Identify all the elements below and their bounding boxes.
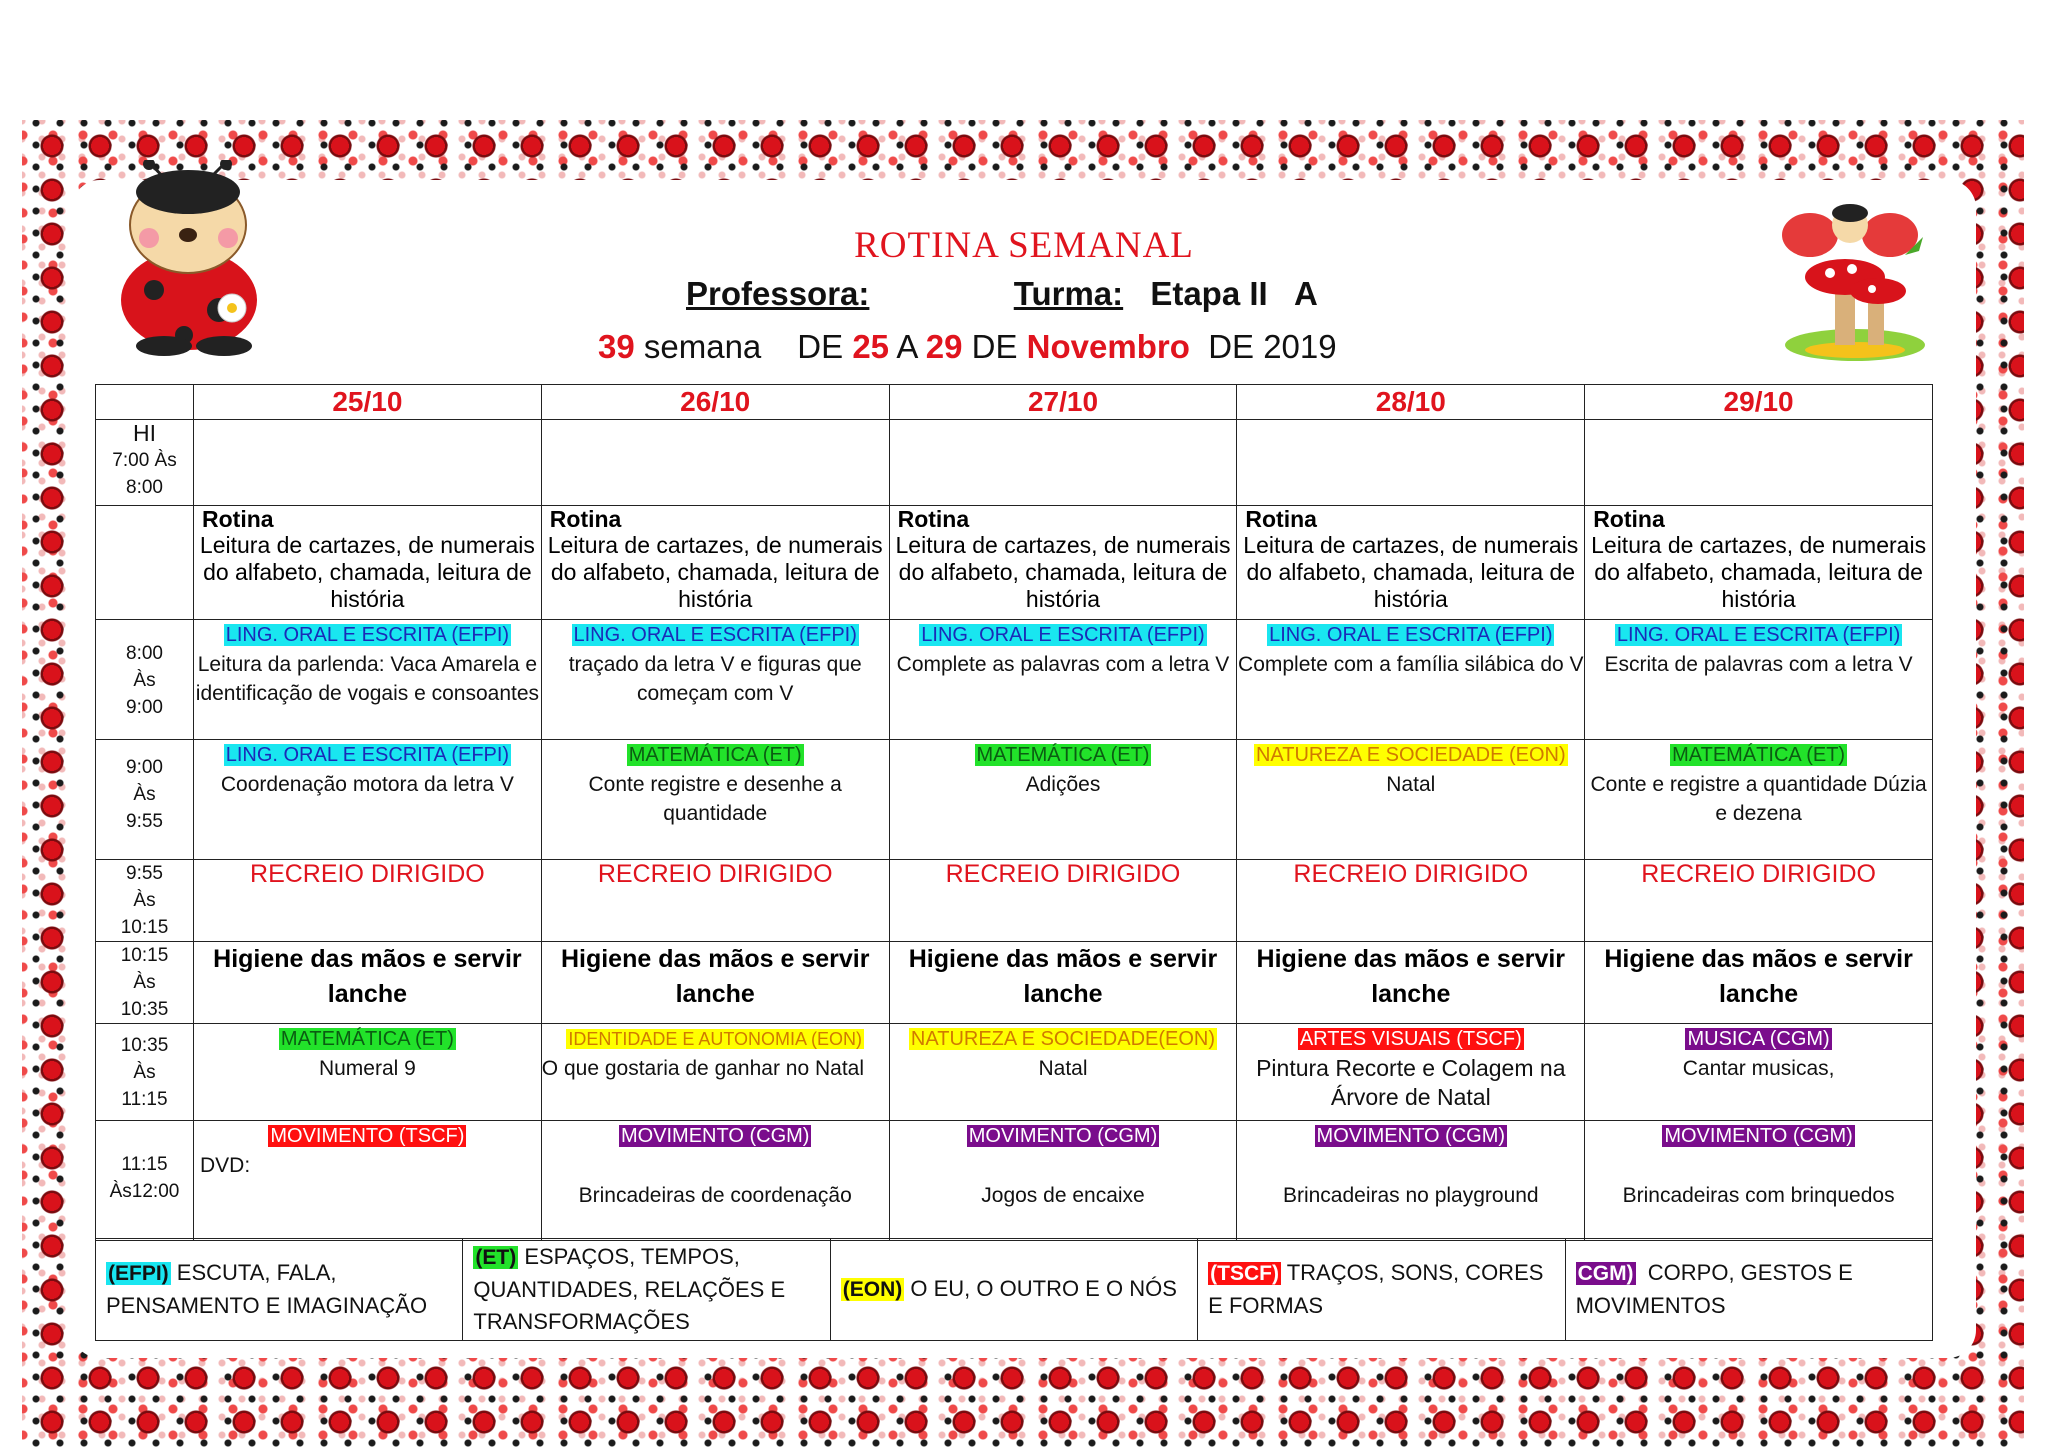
page-title: ROTINA SEMANAL bbox=[854, 225, 1194, 266]
lanche-cell: Higiene das mãos e servir lanche bbox=[889, 942, 1237, 1024]
time-line: Às12:00 bbox=[109, 1181, 180, 1202]
legend-text: ESCUTA, FALA, PENSAMENTO E IMAGINAÇÃO bbox=[106, 1260, 428, 1318]
activity-cell bbox=[1237, 1121, 1585, 1241]
time-line: 10:15 bbox=[120, 917, 169, 938]
subtitle bbox=[686, 275, 1336, 313]
rotina-cell bbox=[541, 506, 889, 620]
activity-text: Conte registre e desenhe a quantidade bbox=[588, 773, 842, 825]
subject-tag: NATUREZA E SOCIEDADE(EON) bbox=[910, 1028, 1216, 1050]
rotina-heading: Rotina bbox=[1593, 506, 1665, 532]
legend-table bbox=[95, 1238, 1933, 1341]
month: Novembro bbox=[1026, 328, 1190, 365]
day-header: 25/10 bbox=[194, 385, 542, 420]
week-number: 39 bbox=[598, 328, 635, 365]
subject-tag: MATEMÁTICA (ET) bbox=[280, 1028, 454, 1050]
subject-tag: IDENTIDADE E AUTONOMIA (EON) bbox=[568, 1029, 863, 1049]
activity-text: Brincadeiras de coordenação bbox=[578, 1184, 852, 1207]
subject-tag: LING. ORAL E ESCRITA (EFPI) bbox=[1616, 624, 1901, 646]
day-end: 29 bbox=[925, 328, 963, 365]
subject-tag: MOVIMENTO (CGM) bbox=[620, 1125, 810, 1147]
mushroom-ladybug-illustration bbox=[1780, 195, 1930, 365]
subject-tag: NATUREZA E SOCIEDADE (EON) bbox=[1255, 744, 1566, 766]
rotina-cell bbox=[194, 506, 542, 620]
time-line: 11:15 bbox=[121, 1089, 168, 1110]
activity-text: DVD: bbox=[200, 1154, 251, 1177]
turma-value: Etapa II A bbox=[1150, 275, 1318, 312]
time-cell bbox=[96, 1121, 194, 1241]
row-lanche bbox=[96, 942, 1933, 1024]
subject-tag: LING. ORAL E ESCRITA (EFPI) bbox=[225, 624, 510, 646]
lanche-cell: Higiene das mãos e servir lanche bbox=[1237, 942, 1585, 1024]
subject-tag: ARTES VISUAIS (TSCF) bbox=[1299, 1028, 1522, 1050]
row-rotina bbox=[96, 506, 1933, 620]
activity-cell bbox=[1237, 1024, 1585, 1121]
rotina-heading: Rotina bbox=[202, 506, 274, 532]
lanche-cell: Higiene das mãos e servir lanche bbox=[194, 942, 542, 1024]
recreio-cell: RECREIO DIRIGIDO bbox=[1585, 860, 1933, 942]
rotina-text: Leitura de cartazes, de numerais do alfabeto, chamada, leitura de história bbox=[547, 532, 883, 612]
activity-text: Pintura Recorte e Colagem na Árvore de Natal bbox=[1256, 1055, 1566, 1110]
time-line: 8:00 bbox=[126, 477, 163, 498]
row-8-9 bbox=[96, 620, 1933, 740]
time-cell bbox=[96, 740, 194, 860]
activity-text: Brincadeiras no playground bbox=[1282, 1184, 1539, 1207]
rotina-text: Leitura de cartazes, de numerais do alfabeto, chamada, leitura de história bbox=[199, 532, 535, 612]
subject-tag: LING. ORAL E ESCRITA (EFPI) bbox=[1269, 624, 1553, 646]
activity-cell bbox=[194, 1121, 542, 1241]
legend-efpi bbox=[96, 1239, 463, 1341]
time-line: 7:00 Às bbox=[112, 450, 177, 471]
recreio-cell: RECREIO DIRIGIDO bbox=[194, 860, 542, 942]
time-line: 11:15 bbox=[121, 1154, 168, 1175]
activity-text: Leitura da parlenda: Vaca Amarela e identificação de vogais e consoantes bbox=[195, 653, 540, 705]
time-line: 9:55 bbox=[126, 811, 163, 832]
corner-cell bbox=[96, 385, 194, 420]
subject-tag: MATEMÁTICA (ET) bbox=[628, 744, 802, 766]
activity-text: Jogos de encaixe bbox=[981, 1184, 1145, 1207]
day-header: 26/10 bbox=[541, 385, 889, 420]
time-line: 9:55 bbox=[126, 863, 163, 884]
legend-et bbox=[463, 1239, 830, 1341]
activity-text: Natal bbox=[1386, 773, 1436, 796]
activity-cell bbox=[1585, 620, 1933, 740]
activity-text: traçado da letra V e figuras que começam com V bbox=[568, 653, 862, 705]
time-line: Às bbox=[133, 972, 156, 993]
subject-tag: LING. ORAL E ESCRITA (EFPI) bbox=[573, 624, 857, 646]
subject-tag: MATEMÁTICA (ET) bbox=[976, 744, 1150, 766]
time-line: Às bbox=[133, 784, 156, 805]
row-hi bbox=[96, 420, 1933, 506]
week-word: semana bbox=[634, 328, 762, 365]
activity-cell bbox=[1585, 740, 1933, 860]
professora-label: Professora: bbox=[686, 275, 870, 312]
rotina-text: Leitura de cartazes, de numerais do alfabeto, chamada, leitura de história bbox=[895, 532, 1231, 612]
time-cell bbox=[96, 620, 194, 740]
time-line: 9:00 bbox=[126, 757, 163, 778]
rotina-heading: Rotina bbox=[897, 506, 970, 532]
lanche-cell: Higiene das mãos e servir lanche bbox=[1585, 942, 1933, 1024]
recreio-cell: RECREIO DIRIGIDO bbox=[889, 860, 1237, 942]
de1: DE bbox=[797, 328, 853, 365]
activity-cell bbox=[541, 620, 889, 740]
empty-cell bbox=[541, 420, 889, 506]
activity-text: Natal bbox=[1038, 1057, 1088, 1080]
rotina-text: Leitura de cartazes, de numerais do alfabeto, chamada, leitura de história bbox=[1243, 532, 1579, 612]
subject-tag: MATEMÁTICA (ET) bbox=[1672, 744, 1846, 766]
activity-text: Complete as palavras com a letra V bbox=[896, 653, 1230, 676]
day-header: 29/10 bbox=[1585, 385, 1933, 420]
legend-text: ESPAÇOS, TEMPOS, QUANTIDADES, RELAÇÕES E TRANSFORMAÇÕES bbox=[473, 1244, 786, 1334]
activity-text: Cantar musicas, bbox=[1682, 1057, 1835, 1080]
row-1035 bbox=[96, 1024, 1933, 1121]
legend-text: TRAÇOS, SONS, CORES E FORMAS bbox=[1208, 1260, 1544, 1318]
subject-tag: LING. ORAL E ESCRITA (EFPI) bbox=[921, 624, 1205, 646]
time-line: 10:35 bbox=[120, 1035, 169, 1056]
activity-text: Complete com a família silábica do V bbox=[1238, 653, 1584, 676]
day-header: 27/10 bbox=[889, 385, 1237, 420]
week-line bbox=[598, 328, 1337, 366]
day-header: 28/10 bbox=[1237, 385, 1585, 420]
activity-cell bbox=[541, 1121, 889, 1241]
activity-text: Coordenação motora da letra V bbox=[220, 773, 514, 796]
activity-cell bbox=[194, 1024, 542, 1121]
activity-text: Numeral 9 bbox=[318, 1057, 416, 1080]
rotina-heading: Rotina bbox=[1245, 506, 1317, 532]
rotina-cell bbox=[1585, 506, 1933, 620]
legend-code: (EFPI) bbox=[108, 1262, 169, 1285]
recreio-cell: RECREIO DIRIGIDO bbox=[541, 860, 889, 942]
day-start: 25 bbox=[852, 328, 890, 365]
activity-cell bbox=[1585, 1024, 1933, 1121]
time-cell bbox=[96, 942, 194, 1024]
legend-cgm bbox=[1565, 1239, 1932, 1341]
legend-eon bbox=[830, 1239, 1197, 1341]
legend-text: CORPO, GESTOS E MOVIMENTOS bbox=[1575, 1260, 1859, 1318]
activity-cell bbox=[1237, 740, 1585, 860]
activity-text: Brincadeiras com brinquedos bbox=[1622, 1184, 1895, 1207]
legend-tscf bbox=[1198, 1239, 1565, 1341]
rotina-heading: Rotina bbox=[549, 506, 622, 532]
subject-tag: MOVIMENTO (CGM) bbox=[968, 1125, 1158, 1147]
activity-text: Adições bbox=[1025, 773, 1101, 796]
time-cell bbox=[96, 1024, 194, 1121]
activity-text: Conte e registre a quantidade Dúzia e dezena bbox=[1590, 773, 1927, 825]
activity-cell bbox=[194, 740, 542, 860]
de2: DE bbox=[962, 328, 1027, 365]
empty-cell bbox=[194, 420, 542, 506]
lanche-cell: Higiene das mãos e servir lanche bbox=[541, 942, 889, 1024]
activity-text: O que gostaria de ganhar no Natal bbox=[541, 1057, 865, 1080]
activity-cell bbox=[1585, 1121, 1933, 1241]
legend-code: (EON) bbox=[842, 1278, 903, 1301]
time-line: Às bbox=[133, 1062, 156, 1083]
activity-text: Escrita de palavras com a letra V bbox=[1604, 653, 1913, 676]
legend-code: (TSCF) bbox=[1210, 1262, 1279, 1285]
empty-cell bbox=[889, 420, 1237, 506]
subject-tag: MOVIMENTO (CGM) bbox=[1664, 1125, 1853, 1147]
de3: DE 2019 bbox=[1189, 328, 1337, 365]
activity-cell bbox=[541, 1024, 889, 1121]
legend-text: O EU, O OUTRO E O NÓS bbox=[904, 1276, 1177, 1301]
subject-tag: MOVIMENTO (CGM) bbox=[1316, 1125, 1506, 1147]
subject-tag: LING. ORAL E ESCRITA (EFPI) bbox=[225, 744, 510, 766]
activity-cell bbox=[889, 1024, 1237, 1121]
subject-tag: MOVIMENTO (TSCF) bbox=[270, 1125, 465, 1147]
legend-code: CGM) bbox=[1577, 1262, 1634, 1285]
empty-cell bbox=[1585, 420, 1933, 506]
subject-tag: MUSICA (CGM) bbox=[1687, 1028, 1830, 1050]
schedule-table bbox=[95, 384, 1933, 1241]
rotina-cell bbox=[889, 506, 1237, 620]
time-line: 10:15 bbox=[120, 945, 169, 966]
activity-cell bbox=[194, 620, 542, 740]
time-line: Às bbox=[133, 890, 156, 911]
activity-cell bbox=[541, 740, 889, 860]
a-word: A bbox=[889, 328, 926, 365]
row-9-955 bbox=[96, 740, 1933, 860]
legend-code: (ET) bbox=[475, 1246, 517, 1269]
row-1115 bbox=[96, 1121, 1933, 1241]
empty-cell bbox=[1237, 420, 1585, 506]
activity-cell bbox=[889, 740, 1237, 860]
time-line: 8:00 bbox=[126, 643, 163, 664]
time-cell bbox=[96, 506, 194, 620]
activity-cell bbox=[1237, 620, 1585, 740]
row-recreio bbox=[96, 860, 1933, 942]
recreio-cell: RECREIO DIRIGIDO bbox=[1237, 860, 1585, 942]
header-row bbox=[96, 385, 1933, 420]
time-cell bbox=[96, 420, 194, 506]
rotina-text: Leitura de cartazes, de numerais do alfabeto, chamada, leitura de história bbox=[1591, 532, 1927, 612]
activity-cell bbox=[889, 620, 1237, 740]
time-line: Às bbox=[133, 670, 156, 691]
time-hi: HI bbox=[133, 420, 156, 446]
time-cell bbox=[96, 860, 194, 942]
turma-label: Turma: bbox=[1013, 275, 1124, 312]
time-line: 9:00 bbox=[126, 697, 163, 718]
activity-cell bbox=[889, 1121, 1237, 1241]
rotina-cell bbox=[1237, 506, 1585, 620]
time-line: 10:35 bbox=[120, 999, 169, 1020]
